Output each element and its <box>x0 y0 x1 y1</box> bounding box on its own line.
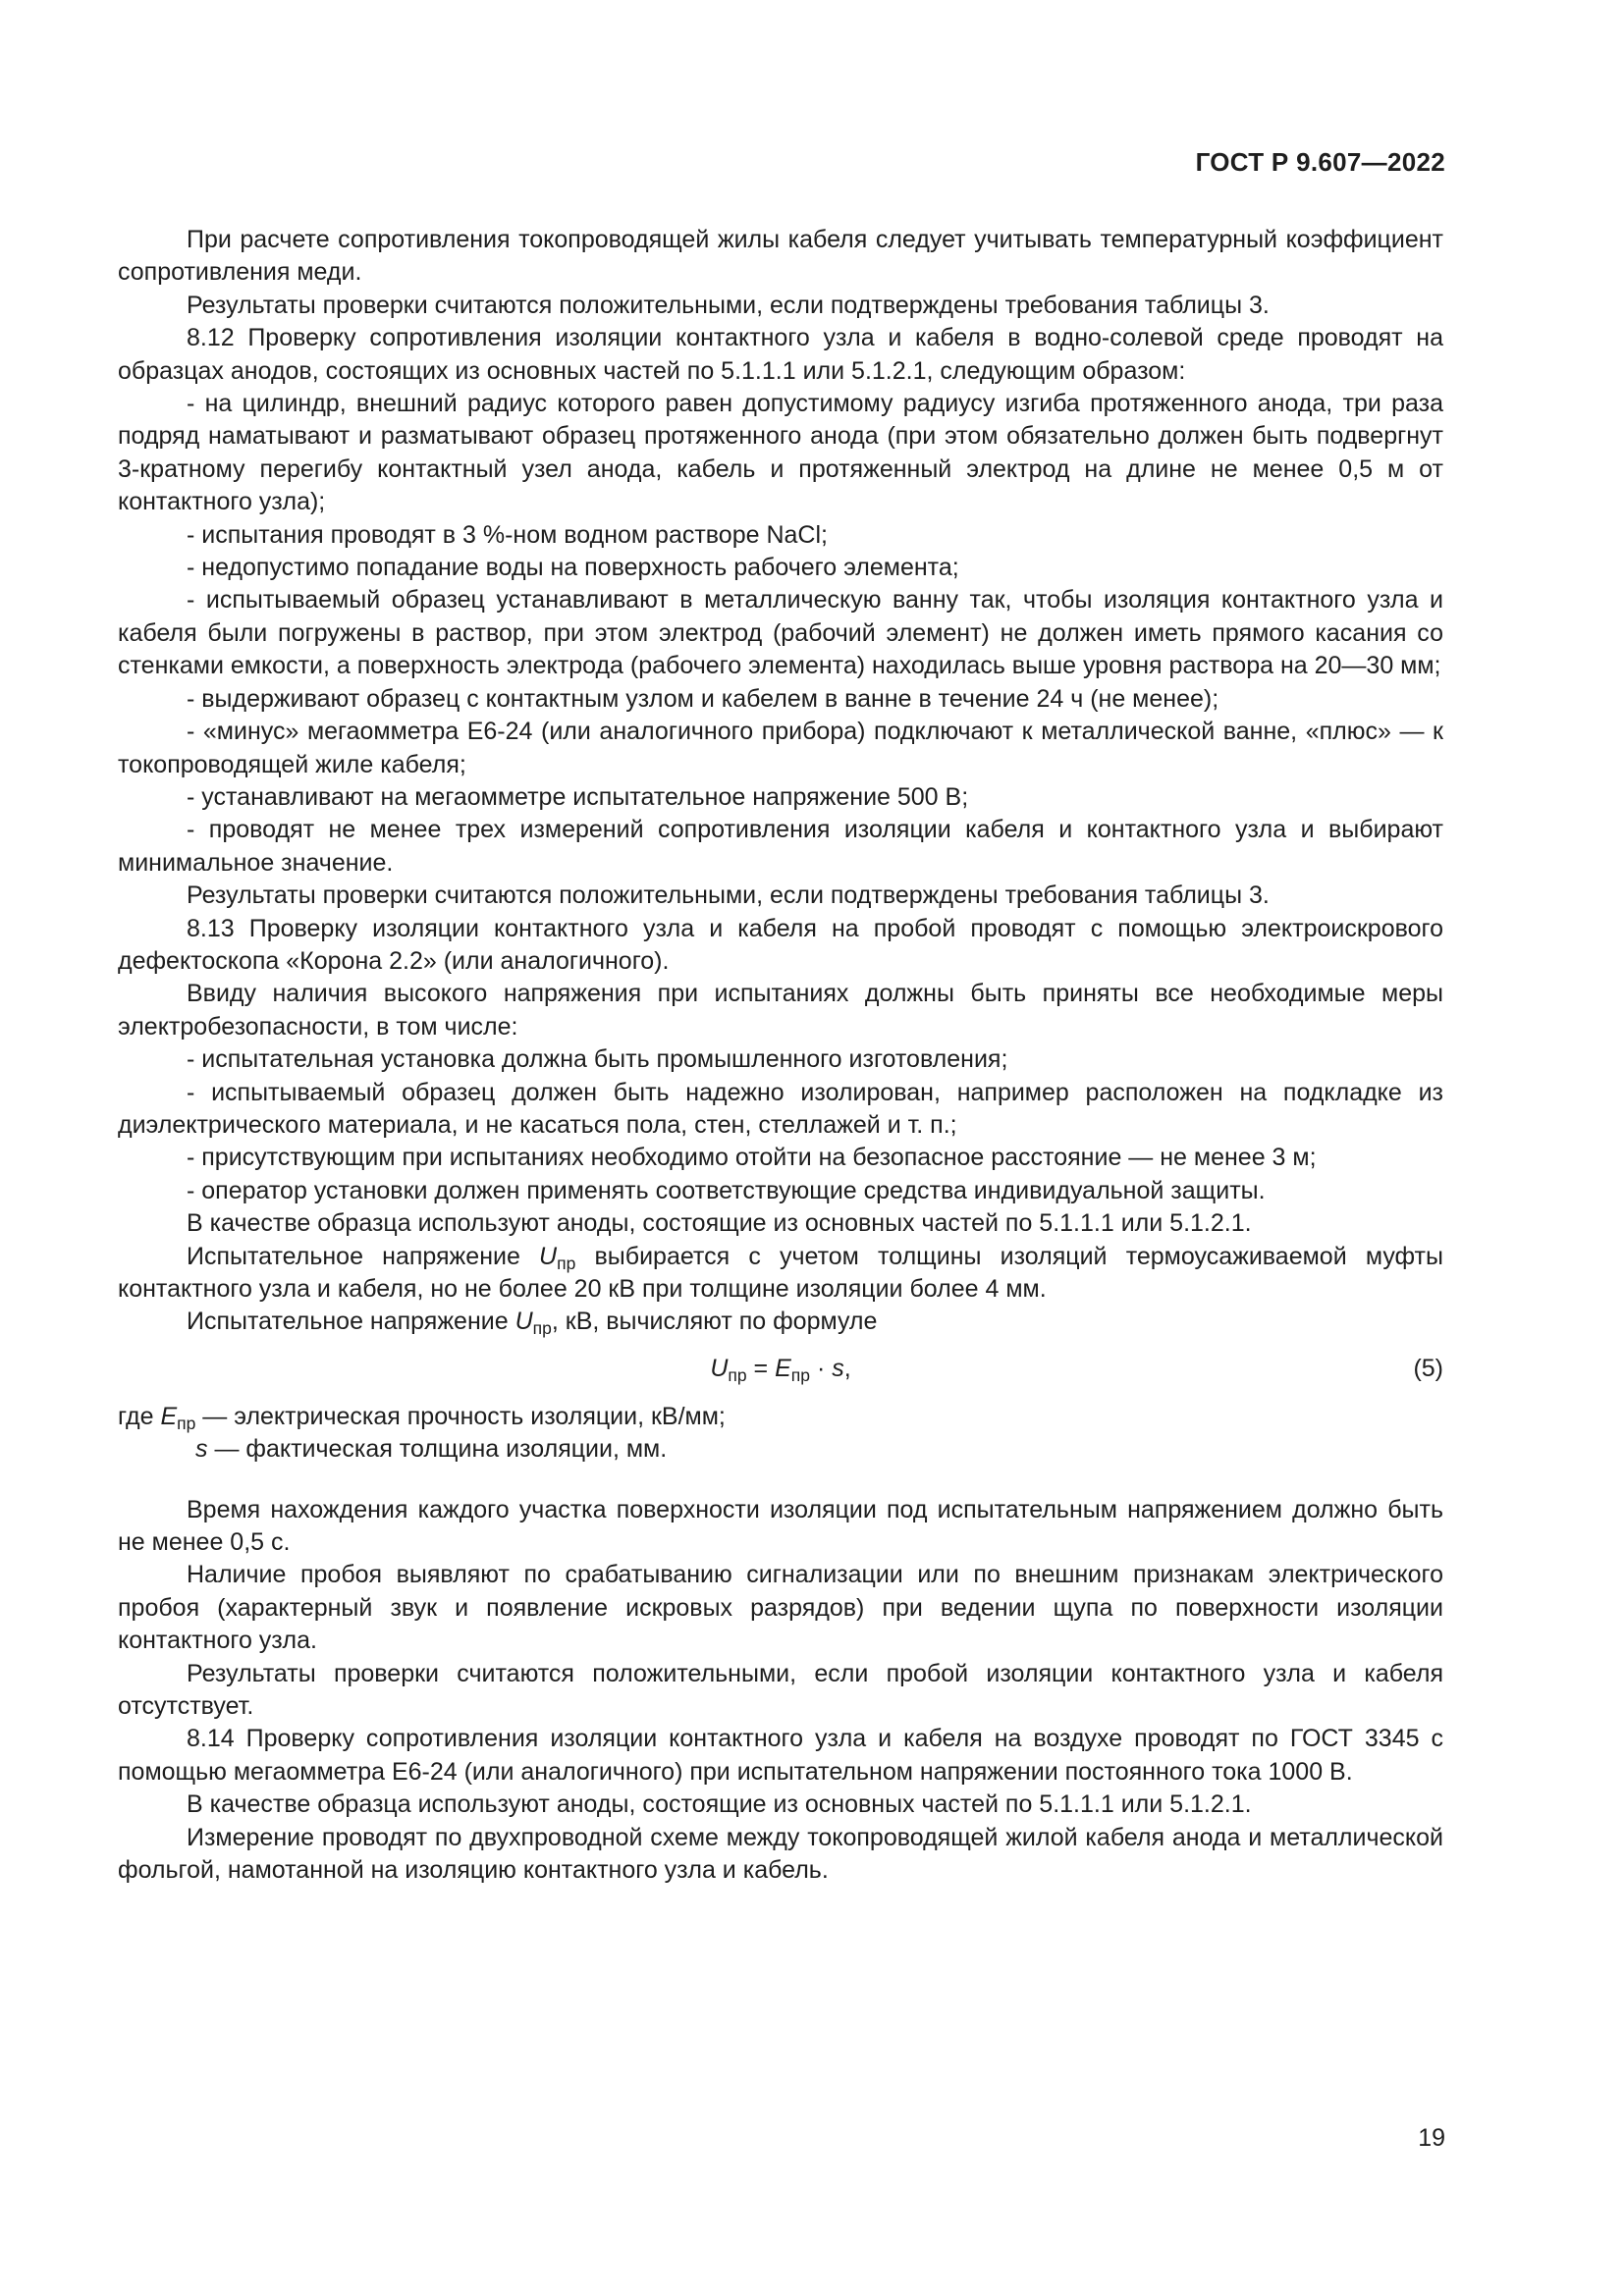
list-item: - устанавливают на мегаомметре испытательное напряжение 500 В; <box>187 782 969 811</box>
text-span: Испытательное напряжение <box>187 1308 515 1336</box>
list-item: - оператор установки должен применять соответствующие средства индивидуальной защиты. <box>187 1176 1266 1204</box>
subscript: пр <box>728 1364 747 1385</box>
list-item: - выдерживают образец с контактным узлом и кабелем в ванне в течение 24 ч (не менее); <box>187 684 1219 713</box>
variable: U <box>539 1242 558 1270</box>
formula-intro <box>118 1306 1443 1338</box>
variable: s <box>195 1435 208 1464</box>
section-8-12: 8.12 Проверку сопротивления изоляции контактного узла и кабеля в водно-солевой среде проводят на образцах анодов, состоящих из основных частей по 5.1.1.1 или 5.1.2.1, следующим образом: <box>118 324 1443 385</box>
paragraph: При расчете сопротивления токопроводящей жилы кабеля следует учитывать температурный коэффициент сопротивления меди. <box>118 226 1443 287</box>
paragraph: Наличие пробоя выявляют по срабатыванию сигнализации или по внешним признакам электрического пробоя (характерный звук и появление искровых разрядов) при ведении щупа по поверхности изоляции контактного узла. <box>118 1561 1443 1655</box>
text-span: выбирается с учетом толщины изоляций термоусаживаемой муфты контактного узла и кабеля, но не более 20 кВ при толщине изоляции более 4 мм. <box>118 1242 1443 1303</box>
subscript: пр <box>790 1364 810 1385</box>
text-span: где <box>118 1402 161 1430</box>
paragraph: В качестве образца используют аноды, состоящие из основных частей по 5.1.1.1 или 5.1.2.1. <box>187 1209 1252 1238</box>
document-body <box>118 224 1443 1888</box>
paragraph: Время нахождения каждого участка поверхности изоляции под испытательным напряжением должно быть не менее 0,5 с. <box>118 1495 1443 1557</box>
text-span: Испытательное напряжение <box>187 1242 540 1270</box>
where-line <box>118 1401 1443 1433</box>
paragraph: Результаты проверки считаются положительными, если подтверждены требования таблицы 3. <box>187 881 1270 910</box>
page-number: 19 <box>1418 2124 1445 2152</box>
text-span: — электрическая прочность изоляции, кВ/мм; <box>195 1402 726 1430</box>
list-item: - испытательная установка должна быть промышленного изготовления; <box>187 1045 1008 1074</box>
list-item: - на цилиндр, внешний радиус которого равен допустимому радиусу изгиба протяженного анода, три раза подряд наматывают и разматывают образец протяженного анода (при этом обязательно должен быть подвергнут 3-кратному перегибу контактный узел анода, кабель и протяженный электрод на длине не менее 0,5 м от контактного узла); <box>118 390 1443 516</box>
paragraph: Результаты проверки считаются положительными, если подтверждены требования таблицы 3. <box>187 291 1270 319</box>
document-header: ГОСТ Р 9.607—2022 <box>1195 147 1445 177</box>
where-block <box>118 1401 1443 1467</box>
subscript: пр <box>557 1253 576 1273</box>
formula-5 <box>118 1353 1443 1385</box>
formula-expression <box>118 1353 1443 1385</box>
paragraph: Измерение проводят по двухпроводной схеме между токопроводящей жилой кабеля анода и металлической фольгой, намотанной на изоляцию контактного узла и кабель. <box>118 1823 1443 1885</box>
list-item: - испытания проводят в 3 %-ном водном растворе NaCl; <box>187 520 828 549</box>
list-item: - испытываемый образец должен быть надежно изолирован, например расположен на подкладке из диэлектрического материала, и не касаться пола, стен, стеллажей и т. п.; <box>118 1078 1443 1139</box>
variable: U <box>514 1308 533 1336</box>
list-item: - недопустимо попадание воды на поверхность рабочего элемента; <box>187 554 959 582</box>
paragraph: Результаты проверки считаются положительными, если пробой изоляции контактного узла и кабеля отсутствует. <box>118 1659 1443 1721</box>
text-span: — фактическая толщина изоляции, мм. <box>207 1435 668 1464</box>
subscript: пр <box>532 1318 552 1339</box>
list-item: - испытываемый образец устанавливают в металлическую ванну так, чтобы изоляция контактного узла и кабеля были погружены в раствор, при этом электрод (рабочий элемент) не должен иметь прямого касания со стенками емкости, а поверхность электрода (рабочего элемента) находилась выше уровня раствора на 20—30 мм; <box>118 586 1443 680</box>
punctuation: , <box>843 1354 851 1382</box>
list-item: - проводят не менее трех измерений сопротивления изоляции кабеля и контактного узла и выбирают минимальное значение. <box>118 816 1443 877</box>
formula-number: (5) <box>1413 1354 1443 1382</box>
text-span: , кВ, вычисляют по формуле <box>551 1308 878 1336</box>
equals-sign: = <box>746 1354 776 1382</box>
variable: E <box>775 1354 791 1382</box>
multiply-sign: · <box>810 1354 833 1382</box>
list-item: - «минус» мегаомметра Е6-24 (или аналогичного прибора) подключают к металлической ванне, «плюс» — к токопроводящей жиле кабеля; <box>118 718 1443 778</box>
list-item: - присутствующим при испытаниях необходимо отойти на безопасное расстояние — не менее 3 м; <box>187 1144 1317 1172</box>
subscript: пр <box>177 1413 196 1433</box>
voltage-paragraph <box>118 1241 1443 1307</box>
paragraph: Ввиду наличия высокого напряжения при испытаниях должны быть приняты все необходимые меры электробезопасности, в том числе: <box>118 980 1443 1041</box>
variable: s <box>832 1354 844 1382</box>
section-8-14: 8.14 Проверку сопротивления изоляции контактного узла и кабеля на воздухе проводят по ГОСТ 3345 с помощью мегаомметра Е6-24 (или аналогичного) при испытательном напряжении постоянного тока 1000 В. <box>118 1725 1443 1786</box>
section-8-13: 8.13 Проверку изоляции контактного узла и кабеля на пробой проводят с помощью электроискрового дефектоскопа «Корона 2.2» (или аналогичного). <box>118 914 1443 975</box>
variable: E <box>160 1402 178 1430</box>
variable: U <box>710 1354 729 1382</box>
paragraph: В качестве образца используют аноды, состоящие из основных частей по 5.1.1.1 или 5.1.2.1. <box>187 1790 1252 1819</box>
where-line <box>118 1433 1443 1466</box>
spacer <box>118 1467 1443 1494</box>
